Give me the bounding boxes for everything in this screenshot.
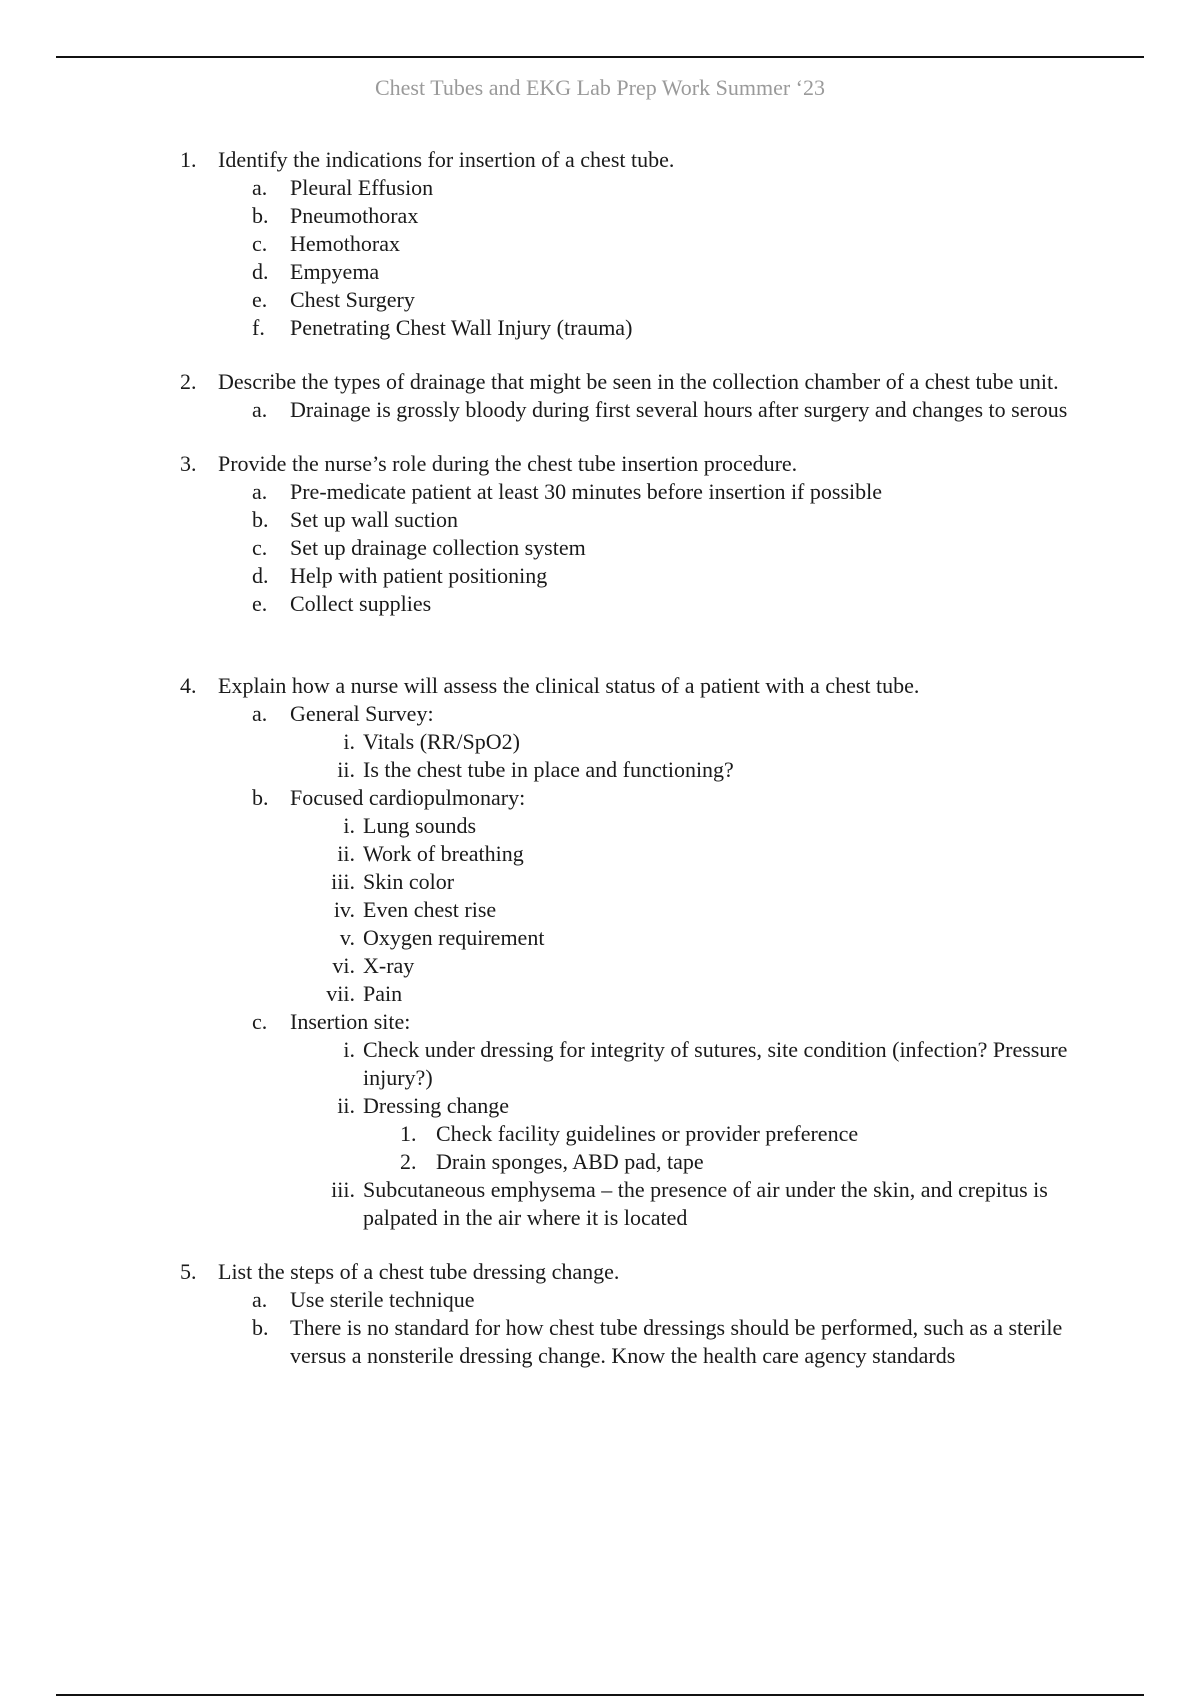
item-text: Pleural Effusion — [290, 175, 434, 200]
list-item — [0, 1286, 1200, 1314]
list-item — [0, 396, 1200, 424]
list-item — [0, 230, 1200, 258]
list-item — [0, 1314, 1200, 1370]
item-marker: iii. — [331, 869, 355, 894]
question-2 — [0, 368, 1200, 396]
item-text: General Survey: — [290, 701, 434, 726]
question-number: 3. — [180, 451, 197, 476]
list-item — [0, 1120, 1200, 1148]
item-text: Collect supplies — [290, 591, 432, 616]
item-text: Dressing change — [363, 1093, 510, 1118]
item-marker: ii. — [337, 757, 355, 782]
question-number: 4. — [180, 673, 197, 698]
list-item — [0, 952, 1200, 980]
item-marker: iii. — [331, 1177, 355, 1202]
item-marker: a. — [252, 397, 268, 422]
list-item — [0, 812, 1200, 840]
list-item — [0, 728, 1200, 756]
document-body — [0, 146, 1200, 1370]
question-text: Explain how a nurse will assess the clinical status of a patient with a chest tube. — [218, 673, 920, 698]
list-item — [0, 314, 1200, 342]
item-marker: b. — [252, 785, 269, 810]
item-text: Lung sounds — [363, 813, 477, 838]
item-marker: v. — [339, 925, 355, 950]
question-text: Describe the types of drainage that might be seen in the collection chamber of a chest tube unit. — [218, 369, 1059, 394]
item-text: Is the chest tube in place and functioning? — [363, 757, 734, 782]
top-rule — [56, 56, 1144, 58]
list-item — [0, 1148, 1200, 1176]
question-text: Provide the nurse’s role during the chest tube insertion procedure. — [218, 451, 798, 476]
item-marker: c. — [252, 231, 268, 256]
question-number: 5. — [180, 1259, 197, 1284]
list-item — [0, 868, 1200, 896]
item-marker: e. — [252, 287, 268, 312]
list-item — [0, 534, 1200, 562]
item-text: Pain — [363, 981, 403, 1006]
item-text: Check under dressing for integrity of sutures, site condition (infection? Pressure injury?) — [363, 1037, 1068, 1090]
item-marker: i. — [343, 729, 355, 754]
question-4 — [0, 672, 1200, 700]
item-marker: d. — [252, 259, 269, 284]
item-text: Pre-medicate patient at least 30 minutes before insertion if possible — [290, 479, 882, 504]
item-text: Work of breathing — [363, 841, 524, 866]
list-item — [0, 590, 1200, 618]
list-item — [0, 478, 1200, 506]
list-item — [0, 562, 1200, 590]
item-text: Hemothorax — [290, 231, 400, 256]
list-item — [0, 1008, 1200, 1036]
item-text: Chest Surgery — [290, 287, 415, 312]
item-marker: ii. — [337, 841, 355, 866]
item-marker: d. — [252, 563, 269, 588]
list-item — [0, 506, 1200, 534]
item-text: There is no standard for how chest tube dressings should be performed, such as a sterile versus a nonsterile dressing change. Know the health care agency standards — [290, 1315, 1063, 1368]
question-text: Identify the indications for insertion of a chest tube. — [218, 147, 675, 172]
item-marker: b. — [252, 1315, 269, 1340]
item-text: Penetrating Chest Wall Injury (trauma) — [290, 315, 633, 340]
list-item — [0, 286, 1200, 314]
page-header: Chest Tubes and EKG Lab Prep Work Summer ‘23 — [374, 75, 826, 100]
item-marker: c. — [252, 535, 268, 560]
item-marker: f. — [252, 315, 265, 340]
list-item — [0, 784, 1200, 812]
question-3 — [0, 450, 1200, 478]
item-marker: iv. — [333, 897, 355, 922]
item-text: Drainage is grossly bloody during first several hours after surgery and changes to serous — [290, 397, 1068, 422]
list-item — [0, 700, 1200, 728]
item-marker: 1. — [400, 1121, 417, 1146]
item-marker: i. — [343, 813, 355, 838]
list-item — [0, 924, 1200, 952]
item-text: Even chest rise — [363, 897, 497, 922]
item-marker: a. — [252, 175, 268, 200]
item-text: Insertion site: — [290, 1009, 411, 1034]
item-text: Check facility guidelines or provider preference — [436, 1121, 859, 1146]
question-5 — [0, 1258, 1200, 1286]
item-marker: a. — [252, 1287, 268, 1312]
item-marker: 2. — [400, 1149, 417, 1174]
item-text: Oxygen requirement — [363, 925, 545, 950]
list-item — [0, 1176, 1200, 1232]
item-marker: a. — [252, 479, 268, 504]
list-item — [0, 756, 1200, 784]
question-text: List the steps of a chest tube dressing change. — [218, 1259, 620, 1284]
item-marker: a. — [252, 701, 268, 726]
item-text: Pneumothorax — [290, 203, 419, 228]
item-text: Set up drainage collection system — [290, 535, 586, 560]
item-text: Use sterile technique — [290, 1287, 475, 1312]
list-item — [0, 840, 1200, 868]
question-number: 1. — [180, 147, 197, 172]
item-text: Skin color — [363, 869, 455, 894]
item-text: X-ray — [363, 953, 415, 978]
item-marker: b. — [252, 507, 269, 532]
item-marker: ii. — [337, 1093, 355, 1118]
item-text: Focused cardiopulmonary: — [290, 785, 526, 810]
item-marker: b. — [252, 203, 269, 228]
bottom-rule — [56, 1694, 1144, 1696]
item-marker: vi. — [332, 953, 355, 978]
list-item — [0, 258, 1200, 286]
list-item — [0, 174, 1200, 202]
item-text: Empyema — [290, 259, 380, 284]
list-item — [0, 202, 1200, 230]
item-text: Vitals (RR/SpO2) — [363, 729, 520, 754]
question-number: 2. — [180, 369, 197, 394]
question-1 — [0, 146, 1200, 174]
item-text: Help with patient positioning — [290, 563, 548, 588]
list-item — [0, 980, 1200, 1008]
item-marker: i. — [343, 1037, 355, 1062]
item-marker: e. — [252, 591, 268, 616]
item-text: Drain sponges, ABD pad, tape — [436, 1149, 704, 1174]
item-text: Set up wall suction — [290, 507, 459, 532]
item-text: Subcutaneous emphysema – the presence of air under the skin, and crepitus is palpated in the air where it is located — [363, 1177, 1048, 1230]
list-item — [0, 1092, 1200, 1120]
list-item — [0, 1036, 1200, 1092]
list-item — [0, 896, 1200, 924]
item-marker: vii. — [326, 981, 355, 1006]
item-marker: c. — [252, 1009, 268, 1034]
